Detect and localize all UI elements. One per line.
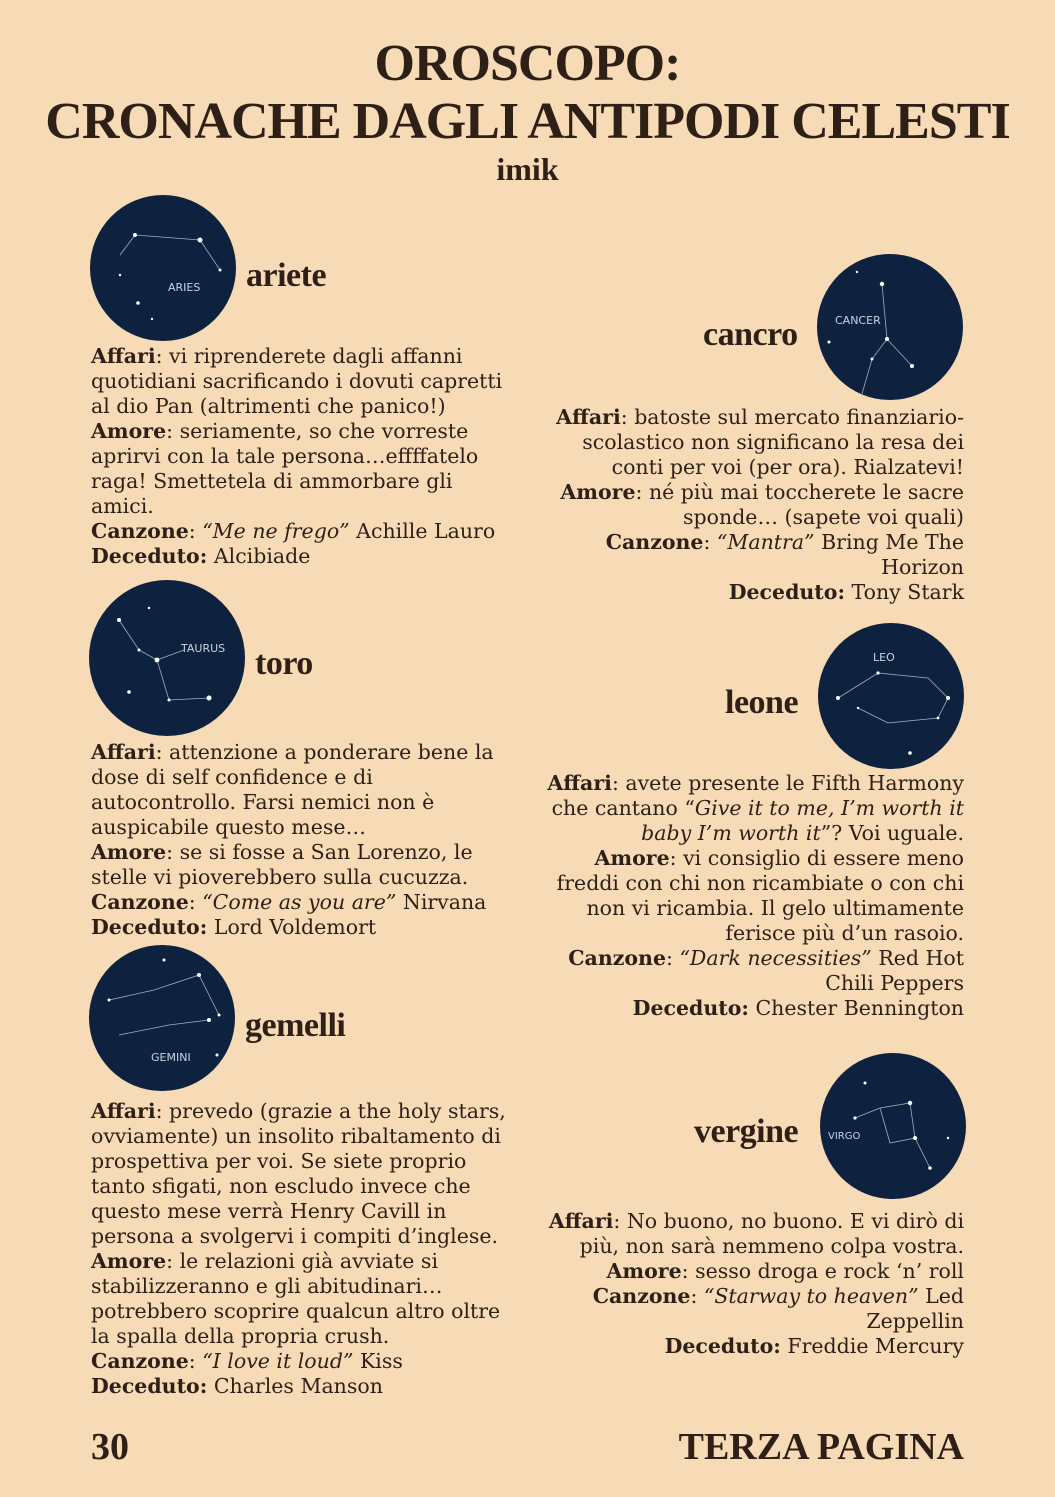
affari-text-pre: avete presente le Fifth Harmony che cantano “ <box>551 771 964 820</box>
affari-quote: Give it to me, I’m worth it baby I’m worth it <box>641 796 964 845</box>
deceased-name: Alcibiade <box>213 544 311 568</box>
label-canzone: Canzone <box>605 530 704 554</box>
label-canzone: Canzone <box>592 1284 691 1308</box>
author-name: imik <box>496 151 559 187</box>
page-number: 30 <box>91 1426 129 1468</box>
label-affari: Affari <box>91 740 156 764</box>
label-canzone: Canzone <box>568 946 666 970</box>
gemini-constellation-image <box>89 945 235 1091</box>
aries-label: ARIES <box>168 281 201 294</box>
sign-name-cancro: cancro <box>703 316 798 353</box>
cancer-label: CANCER <box>835 314 881 327</box>
affari-text: vi riprenderete dagli affanni quotidiani sacrificando i dovuti capretti al dio Pan (altrimenti che panico!) <box>91 344 503 418</box>
amore-text: se si fosse a San Lorenzo, le stelle vi pioverebbero sulla cucuzza. <box>91 840 473 889</box>
sign-text-ariete: Affari: vi riprenderete dagli affanni quotidiani sacrificando i dovuti capretti al dio Pan (altrimenti che panico!) Amore: seriamente, so che vorreste aprirvi con la tale persona…effffatelo raga! Smettetela di ammorbare gli amici. Canzone: “Me ne frego” Achille Lauro Deceduto: Alcibiade <box>91 344 503 568</box>
taurus-constellation-image <box>89 580 245 736</box>
sign-text-toro: Affari: attenzione a ponderare bene la dose di self confidence e di autocontrollo. Farsi nemici non è auspicabile questo mese… Amore: se si fosse a San Lorenzo, le stelle vi pioverebbero sulla cucuzza. Canzone: “Come as you are” Nirvana Deceduto: Lord Voldemort <box>91 740 494 939</box>
page-title-line1: OROSCOPO: <box>374 35 681 92</box>
virgo-label: VIRGO <box>828 1131 861 1142</box>
label-affari: Affari <box>548 1209 614 1233</box>
song-title: “Starway to heaven” <box>703 1284 919 1308</box>
cancer-constellation-image <box>817 254 963 400</box>
affari-text: attenzione a ponderare bene la dose di self confidence e di autocontrollo. Farsi nemici non è auspicabile questo mese… <box>91 740 494 839</box>
affari-text: No buono, no buono. E vi dirò di più, non sarà nemmeno colpa vostra. <box>579 1209 964 1258</box>
affari-text: batoste sul mercato finanziario-scolastico non significano la resa dei conti per voi (per ora). Rialzatevi! <box>582 405 964 479</box>
deceased-name: Tony Stark <box>851 580 964 604</box>
label-amore: Amore <box>91 1249 167 1273</box>
label-canzone: Canzone <box>91 890 189 914</box>
song-artist: Achille Lauro <box>356 519 496 543</box>
deceased-name: Lord Voldemort <box>213 915 377 939</box>
song-artist: Led Zeppellin <box>866 1284 964 1333</box>
label-deceduto: Deceduto: <box>91 915 208 939</box>
label-deceduto: Deceduto: <box>632 996 749 1020</box>
amore-text: seriamente, so che vorreste aprirvi con la tale persona…effffatelo raga! Smettetela di ammorbare gli amici. <box>91 419 479 518</box>
deceased-name: Charles Manson <box>213 1374 383 1398</box>
sign-name-ariete: ariete <box>246 257 327 294</box>
song-artist: Red Hot Chili Peppers <box>825 946 964 995</box>
label-amore: Amore <box>560 480 636 504</box>
label-amore: Amore <box>91 840 167 864</box>
label-affari: Affari <box>91 344 156 368</box>
sign-text-vergine: Affari: No buono, no buono. E vi dirò di più, non sarà nemmeno colpa vostra. Amore: sesso droga e rock ‘n’ roll Canzone: “Starway to heaven” Led Zeppellin Deceduto: Freddie Mercury <box>548 1209 964 1358</box>
leo-constellation-image <box>818 623 964 769</box>
amore-text: né più mai toccherete le sacre sponde… (sapete voi quali) <box>648 480 964 529</box>
song-title: “Come as you are” <box>202 890 397 914</box>
label-amore: Amore <box>606 1259 682 1283</box>
sign-name-leone: leone <box>725 684 799 721</box>
label-deceduto: Deceduto: <box>91 544 208 568</box>
amore-text: le relazioni già avviate si stabilizzeranno e gli abitudinari…potrebbero scoprire qualcun altro oltre la spalla della propria crush. <box>91 1249 501 1348</box>
label-deceduto: Deceduto: <box>91 1374 208 1398</box>
affari-text-post: ”? Voi uguale. <box>820 821 964 845</box>
sign-name-toro: toro <box>255 645 313 682</box>
sign-name-gemelli: gemelli <box>245 1007 346 1044</box>
amore-text: vi consiglio di essere meno freddi con chi non ricambiate o con chi non vi ricambia. Il gelo ultimamente ferisce più d’un rasoio. <box>556 846 964 945</box>
sign-text-cancro: Affari: batoste sul mercato finanziario-scolastico non significano la resa dei conti per voi (per ora). Rialzatevi! Amore: né più mai toccherete le sacre sponde… (sapete voi quali) Canzone: “Mantra” Bring Me The Horizon Deceduto: Tony Stark <box>556 405 964 604</box>
amore-text: sesso droga e rock ‘n’ roll <box>695 1259 964 1283</box>
label-affari: Affari <box>91 1099 156 1123</box>
page-title-line2: CRONACHE DAGLI ANTIPODI CELESTI <box>45 93 1010 150</box>
label-affari: Affari <box>556 405 621 429</box>
label-amore: Amore <box>91 419 167 443</box>
leo-label: LEO <box>873 651 895 664</box>
sign-text-leone: Affari: avete presente le Fifth Harmony che cantano “Give it to me, I’m worth it baby I’m worth it”? Voi uguale. Amore: vi consiglio di essere meno freddi con chi non ricambiate o con chi non vi ricambia. Il gelo ultimamente ferisce più d’un rasoio. Canzone: “Dark necessities” Red Hot Chili Peppers Deceduto: Chester Bennington <box>547 771 964 1020</box>
sign-text-gemelli: Affari: prevedo (grazie a the holy stars, ovviamente) un insolito ribaltamento di prospettiva per voi. Se siete proprio tanto sfigati, non escludo invece che questo mese verrà Henry Cavill in persona a svolgervi i compiti d’inglese. Amore: le relazioni già avviate si stabilizzeranno e gli abitudinari…potrebbero scoprire qualcun altro oltre la spalla della propria crush. Canzone: “I love it loud” Kiss Deceduto: Charles Manson <box>91 1099 506 1398</box>
affari-text: prevedo (grazie a the holy stars, ovviamente) un insolito ribaltamento di prospettiva per voi. Se siete proprio tanto sfigati, non escludo invece che questo mese verrà Henry Cavill in persona a svolgervi i compiti d’inglese. <box>91 1099 506 1248</box>
label-canzone: Canzone <box>91 1349 189 1373</box>
section-name: TERZA PAGINA <box>678 1426 964 1468</box>
sign-name-vergine: vergine <box>694 1113 799 1150</box>
song-title: “I love it loud” <box>202 1349 354 1373</box>
song-artist: Kiss <box>359 1349 403 1373</box>
aries-constellation-image <box>90 195 236 341</box>
label-affari: Affari <box>547 771 612 795</box>
deceased-name: Chester Bennington <box>755 996 964 1020</box>
virgo-constellation-image <box>820 1053 966 1199</box>
song-title: “Me ne frego” <box>202 519 350 543</box>
gemini-label: GEMINI <box>151 1051 191 1064</box>
song-title: “Mantra” <box>716 530 815 554</box>
label-deceduto: Deceduto: <box>664 1334 781 1358</box>
song-artist: Bring Me The Horizon <box>821 530 964 579</box>
label-amore: Amore <box>594 846 670 870</box>
deceased-name: Freddie Mercury <box>787 1334 964 1358</box>
label-deceduto: Deceduto: <box>728 580 846 604</box>
label-canzone: Canzone <box>91 519 189 543</box>
song-artist: Nirvana <box>402 890 487 914</box>
song-title: “Dark necessities” <box>679 946 872 970</box>
taurus-label: TAURUS <box>181 642 226 655</box>
